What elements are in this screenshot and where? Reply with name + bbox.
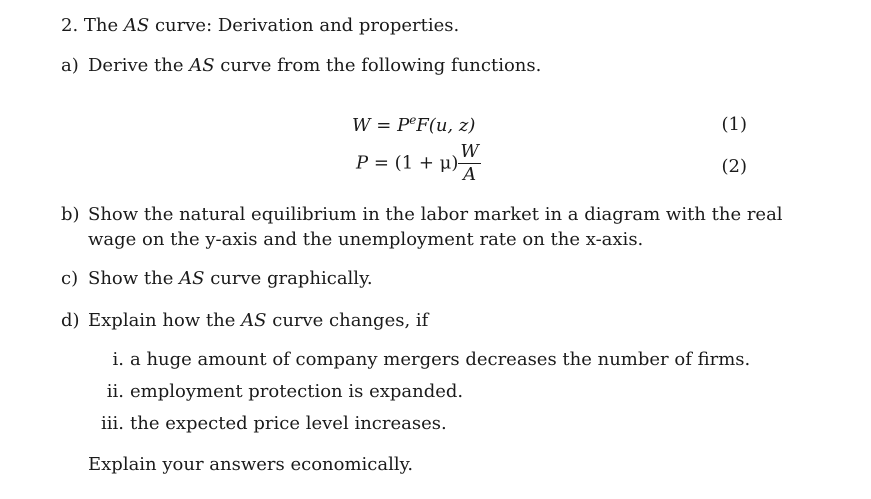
- part-d-as: AS: [241, 310, 267, 331]
- part-a-post: curve from the following functions.: [220, 55, 542, 76]
- eq1-args: (u, z): [428, 115, 476, 136]
- eq2-equals: =: [373, 152, 395, 174]
- equation-2-number: (2): [721, 156, 747, 177]
- heading-as: AS: [123, 15, 150, 36]
- eq2-factor: (1 + μ): [394, 152, 459, 174]
- eq2-numerator: W: [460, 141, 479, 162]
- eq1-sup: e: [409, 113, 417, 127]
- equation-1: [352, 114, 475, 135]
- eq1-f: F: [416, 115, 429, 136]
- closing-instruction: Explain your answers economically.: [88, 454, 414, 475]
- part-d-pre: Explain how the: [88, 310, 236, 331]
- part-c-label: c): [61, 268, 79, 289]
- subitem-i-text: a huge amount of company mergers decreases the number of firms.: [130, 349, 751, 370]
- eq2-denominator: A: [463, 164, 477, 185]
- part-c-as: AS: [179, 268, 205, 289]
- subitem-iii-text: the expected price level increases.: [130, 413, 447, 434]
- part-a-label: a): [61, 55, 79, 76]
- part-b-line2: wage on the y-axis and the unemployment rate on the x-axis.: [88, 229, 644, 250]
- eq1-p: P: [397, 115, 410, 136]
- equation-2: [356, 143, 481, 184]
- part-c-text: [88, 270, 373, 288]
- part-c-post: curve graphically.: [210, 268, 373, 289]
- eq1-lhs: W: [352, 115, 371, 136]
- equation-1-number: (1): [721, 114, 747, 135]
- part-d-post: curve changes, if: [272, 310, 429, 331]
- subitem-ii-label: ii.: [106, 381, 124, 402]
- part-b-line1: Show the natural equilibrium in the labor market in a diagram with the real: [88, 204, 783, 225]
- eq2-fraction: [458, 143, 481, 184]
- question-heading: [61, 17, 459, 35]
- eq2-lhs: P: [356, 152, 369, 174]
- part-c-pre: Show the: [88, 268, 174, 289]
- part-d-label: d): [61, 310, 80, 331]
- subitem-iii-label: iii.: [101, 413, 124, 434]
- part-a-text: [88, 57, 541, 75]
- part-a-as: AS: [189, 55, 215, 76]
- subitem-ii-text: employment protection is expanded.: [130, 381, 464, 402]
- eq1-equals: =: [376, 115, 398, 136]
- part-d-text: [88, 312, 428, 330]
- part-b-label: b): [61, 204, 80, 225]
- part-a-pre: Derive the: [88, 55, 184, 76]
- heading-suffix: curve: Derivation and properties.: [154, 15, 460, 36]
- subitem-i-label: i.: [112, 349, 124, 370]
- heading-prefix: 2. The: [61, 15, 119, 36]
